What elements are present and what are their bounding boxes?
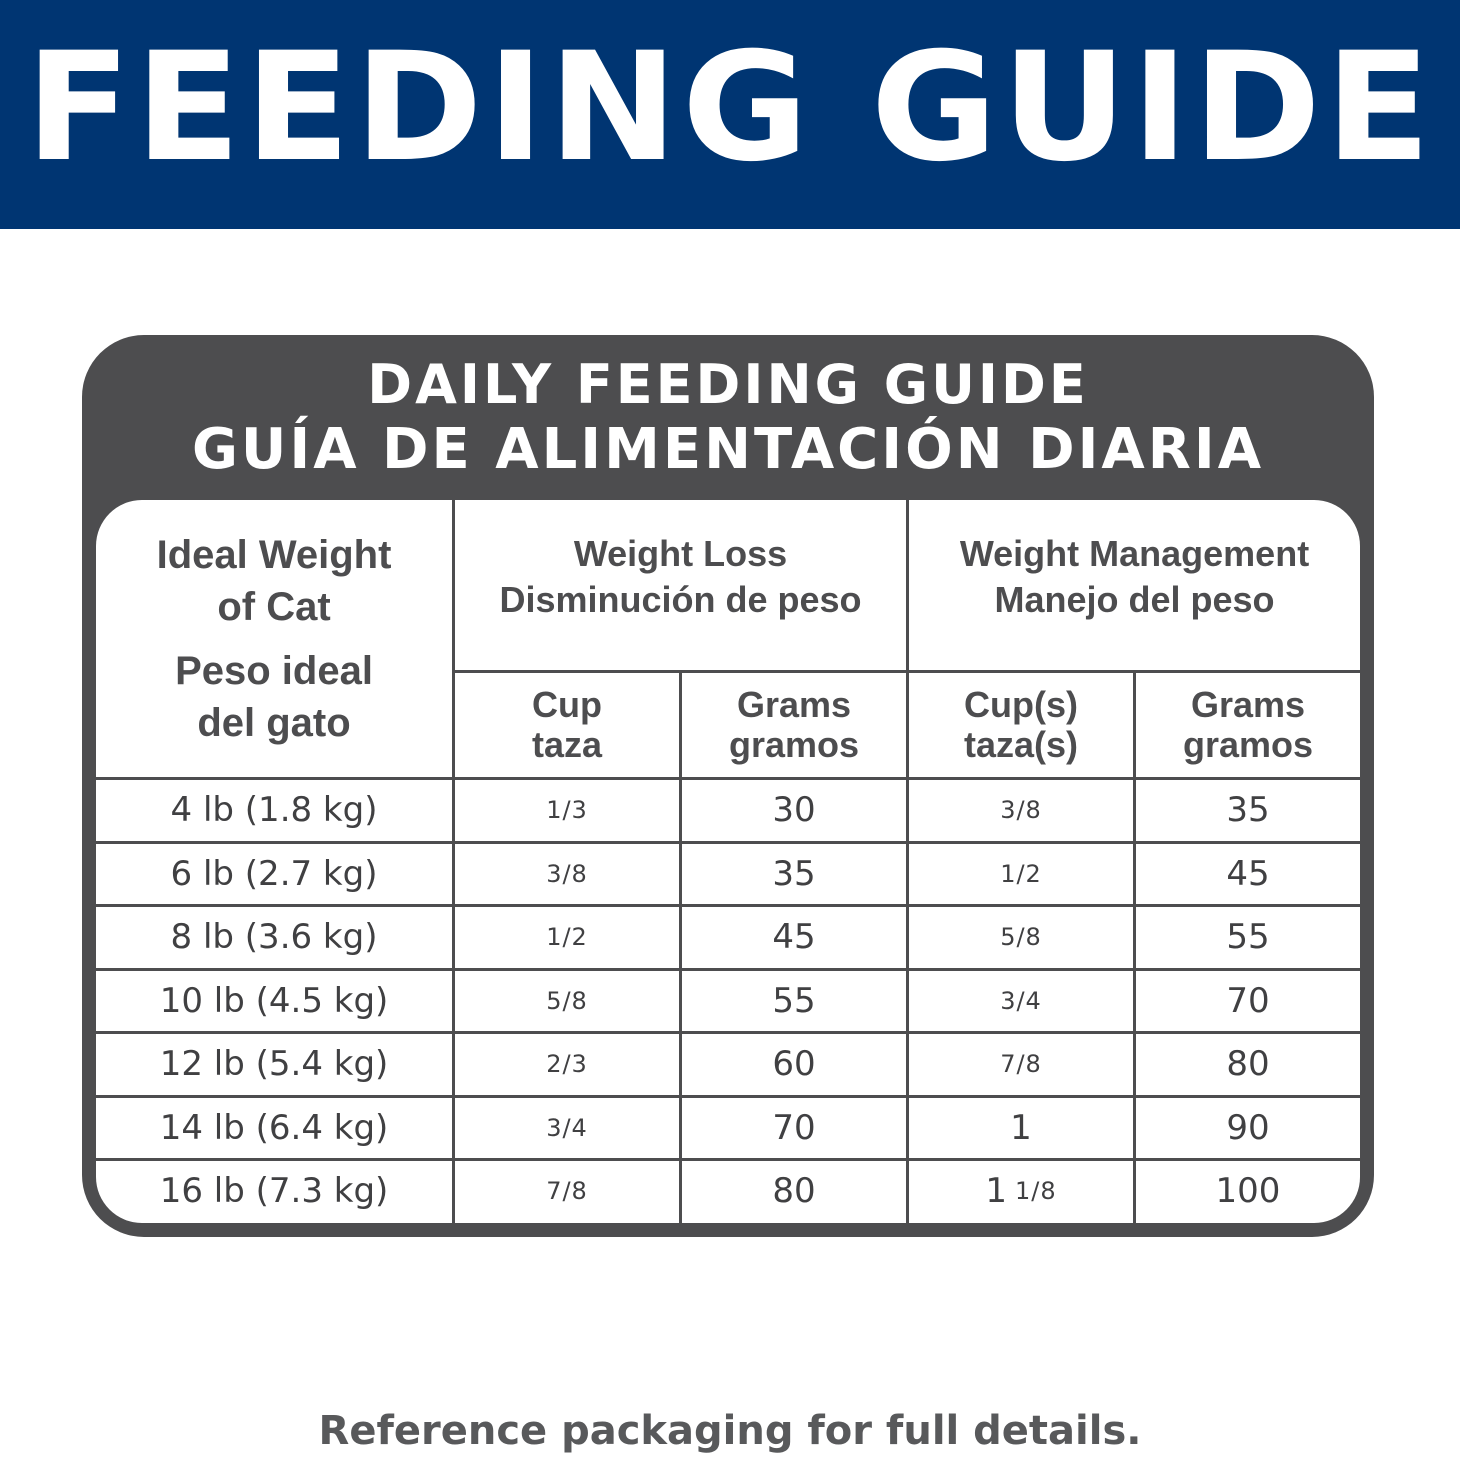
page-title: FEEDING GUIDE: [25, 20, 1435, 195]
weight-column-header: [96, 500, 452, 778]
weight-cell: 16 lb (7.3 kg): [159, 1171, 389, 1212]
card-title: [82, 353, 1374, 483]
mgmt-grams-cell: 70: [1226, 980, 1270, 1021]
mgmt-grams-cell: 100: [1215, 1171, 1281, 1212]
management-cup-header: [909, 673, 1133, 777]
loss-grams-cell: 55: [772, 980, 816, 1021]
mgmt-cup-cell: 1: [1010, 1107, 1032, 1148]
subheader-es: gramos: [1182, 724, 1314, 765]
group-header-es: Manejo del peso: [994, 579, 1275, 620]
loss-cup-cell: 1/3: [546, 796, 588, 825]
weight-cell: 10 lb (4.5 kg): [159, 980, 389, 1021]
loss-grams-cell: 60: [772, 1044, 816, 1085]
mgmt-cup-cell: 1 1/8: [985, 1171, 1057, 1212]
card-title-english: DAILY FEEDING GUIDE: [367, 353, 1089, 416]
loss-grams-cell: 80: [772, 1171, 816, 1212]
mgmt-grams-cell: 80: [1226, 1044, 1270, 1085]
subheader-en: Grams: [1190, 684, 1306, 725]
subheader-en: Cup(s): [964, 684, 1078, 725]
feeding-guide-card: [82, 335, 1374, 1237]
group-header-en: Weight Loss: [573, 533, 788, 574]
loss-cup-cell: 7/8: [546, 1177, 588, 1206]
loss-cup-cell: 1/2: [546, 923, 588, 952]
mgmt-grams-cell: 90: [1226, 1107, 1270, 1148]
mgmt-grams-cell: 35: [1226, 790, 1270, 831]
subheader-en: Cup: [532, 684, 602, 725]
loss-cup-cell: 3/8: [546, 859, 588, 888]
banner: [0, 0, 1460, 229]
feeding-table: [96, 500, 1360, 1223]
mgmt-cup-cell: 3/8: [1000, 796, 1042, 825]
mgmt-cup-cell: 1/2: [1000, 859, 1042, 888]
group-header-en: Weight Management: [959, 533, 1310, 574]
loss-cup-cell: 5/8: [546, 986, 588, 1015]
mgmt-cup-cell: 7/8: [1000, 1050, 1042, 1079]
loss-grams-header: [682, 673, 906, 777]
management-grams-header: [1136, 673, 1360, 777]
loss-cup-cell: 3/4: [546, 1113, 588, 1142]
mgmt-cup-cell: 3/4: [1000, 986, 1042, 1015]
weight-loss-group-header: [455, 522, 906, 632]
mgmt-grams-cell: 45: [1226, 853, 1270, 894]
loss-grams-cell: 45: [772, 917, 816, 958]
weight-header-en-line1: Ideal Weight: [156, 533, 392, 577]
loss-grams-cell: 35: [772, 853, 816, 894]
weight-management-group-header: [909, 522, 1360, 632]
weight-cell: 8 lb (3.6 kg): [170, 917, 378, 958]
mgmt-grams-cell: 55: [1226, 917, 1270, 958]
subheader-es: gramos: [728, 724, 860, 765]
weight-header-en-line2: of Cat: [217, 585, 331, 629]
loss-grams-cell: 30: [772, 790, 816, 831]
weight-header-es-line2: del gato: [197, 701, 351, 745]
footer-note: Reference packaging for full details.: [318, 1408, 1142, 1454]
subheader-en: Grams: [736, 684, 852, 725]
subheader-es: taza(s): [963, 724, 1079, 765]
loss-grams-cell: 70: [772, 1107, 816, 1148]
mgmt-cup-cell: 5/8: [1000, 923, 1042, 952]
weight-cell: 4 lb (1.8 kg): [170, 790, 378, 831]
card-title-spanish: GUÍA DE ALIMENTACIÓN DIARIA: [191, 417, 1265, 482]
weight-header-es-line1: Peso ideal: [175, 649, 373, 693]
weight-cell: 14 lb (6.4 kg): [159, 1107, 389, 1148]
subheader-es: taza: [531, 724, 603, 765]
loss-cup-header: [455, 673, 679, 777]
weight-cell: 12 lb (5.4 kg): [159, 1044, 389, 1085]
weight-cell: 6 lb (2.7 kg): [170, 853, 378, 894]
group-header-es: Disminución de peso: [499, 579, 862, 620]
loss-cup-cell: 2/3: [546, 1050, 588, 1079]
